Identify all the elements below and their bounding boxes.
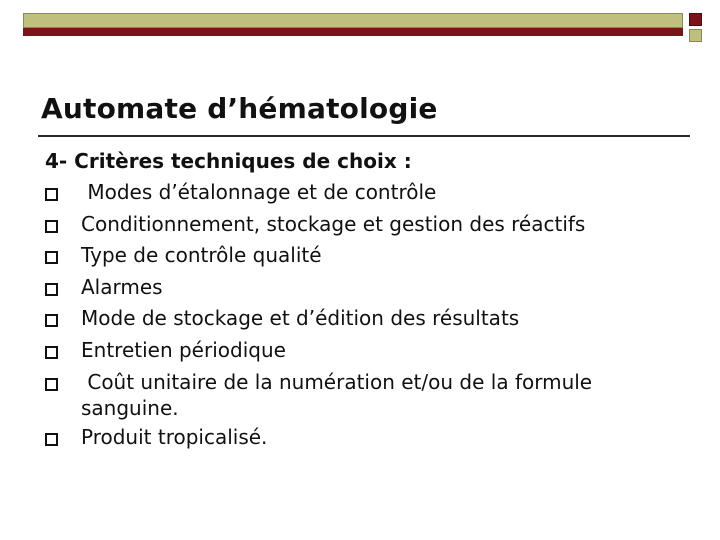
- list-item: [45, 424, 685, 450]
- hollow-square-icon: [45, 433, 58, 446]
- olive-square-decoration: [689, 29, 702, 42]
- section-heading: 4- Critères techniques de choix :: [45, 149, 412, 173]
- hollow-square-icon: [45, 378, 58, 391]
- hollow-square-icon: [45, 188, 58, 201]
- criteria-list: [45, 179, 685, 455]
- slide-title: Automate d’hématologie: [41, 92, 438, 125]
- list-item-text: Produit tropicalisé.: [81, 424, 268, 449]
- hollow-square-icon: [45, 314, 58, 327]
- list-item: [45, 274, 685, 300]
- hollow-square-icon: [45, 346, 58, 359]
- list-item: [45, 242, 685, 268]
- list-item: [45, 337, 685, 363]
- list-item-text: Coût unitaire de la numération et/ou de la formule sanguine.: [81, 369, 599, 420]
- title-divider: [38, 135, 690, 137]
- hollow-square-icon: [45, 283, 58, 296]
- list-item-text: Alarmes: [81, 274, 163, 299]
- list-item-text: Modes d’étalonnage et de contrôle: [81, 180, 437, 204]
- list-item-text: Entretien périodique: [81, 337, 286, 362]
- hollow-square-icon: [45, 251, 58, 264]
- olive-band: [23, 13, 683, 28]
- list-item: [45, 179, 685, 205]
- list-item-text: Conditionnement, stockage et gestion des réactifs: [81, 211, 586, 236]
- list-item: [45, 211, 685, 237]
- list-item: [45, 369, 685, 421]
- maroon-square-decoration: [689, 13, 702, 26]
- list-item-text: Type de contrôle qualité: [81, 243, 322, 268]
- hollow-square-icon: [45, 220, 58, 233]
- maroon-band: [23, 28, 683, 36]
- header-decoration-bar: [23, 13, 683, 33]
- list-item: [45, 305, 685, 331]
- list-item-text: Mode de stockage et d’édition des résultats: [81, 306, 520, 331]
